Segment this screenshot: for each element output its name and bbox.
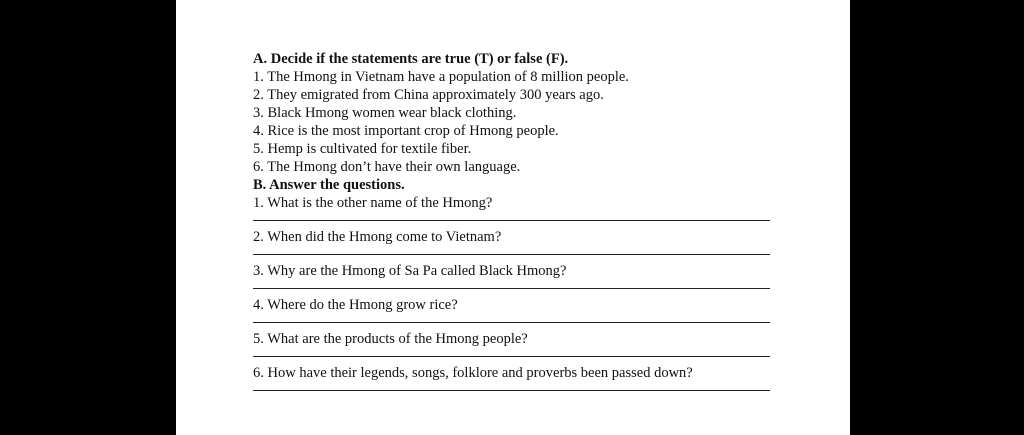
statement-5: 5. Hemp is cultivated for textile fiber. <box>253 141 472 157</box>
question-block-5 <box>253 330 773 357</box>
question-3: 3. Why are the Hmong of Sa Pa called Black Hmong? <box>253 263 567 279</box>
section-a-heading: A. Decide if the statements are true (T) or false (F). <box>253 51 569 67</box>
statement-2: 2. They emigrated from China approximately 300 years ago. <box>253 87 604 103</box>
question-block-6 <box>253 364 773 391</box>
question-4: 4. Where do the Hmong grow rice? <box>253 297 458 313</box>
worksheet-page <box>176 0 850 435</box>
question-block-2 <box>253 228 773 255</box>
answer-line-6[interactable] <box>253 390 770 391</box>
question-5: 5. What are the products of the Hmong people? <box>253 331 528 347</box>
question-block-4 <box>253 296 773 323</box>
answer-line-3[interactable] <box>253 288 770 289</box>
statement-3: 3. Black Hmong women wear black clothing. <box>253 105 517 121</box>
answer-line-4[interactable] <box>253 322 770 323</box>
question-6: 6. How have their legends, songs, folklore and proverbs been passed down? <box>253 365 693 381</box>
worksheet-content <box>253 50 773 398</box>
question-block-1 <box>253 194 773 221</box>
answer-line-5[interactable] <box>253 356 770 357</box>
question-2: 2. When did the Hmong come to Vietnam? <box>253 229 502 245</box>
statement-1: 1. The Hmong in Vietnam have a population of 8 million people. <box>253 69 629 85</box>
question-1: 1. What is the other name of the Hmong? <box>253 195 493 211</box>
statement-4: 4. Rice is the most important crop of Hmong people. <box>253 123 559 139</box>
answer-line-2[interactable] <box>253 254 770 255</box>
answer-line-1[interactable] <box>253 220 770 221</box>
question-block-3 <box>253 262 773 289</box>
section-b-heading: B. Answer the questions. <box>253 177 405 193</box>
statement-6: 6. The Hmong don’t have their own language. <box>253 159 521 175</box>
